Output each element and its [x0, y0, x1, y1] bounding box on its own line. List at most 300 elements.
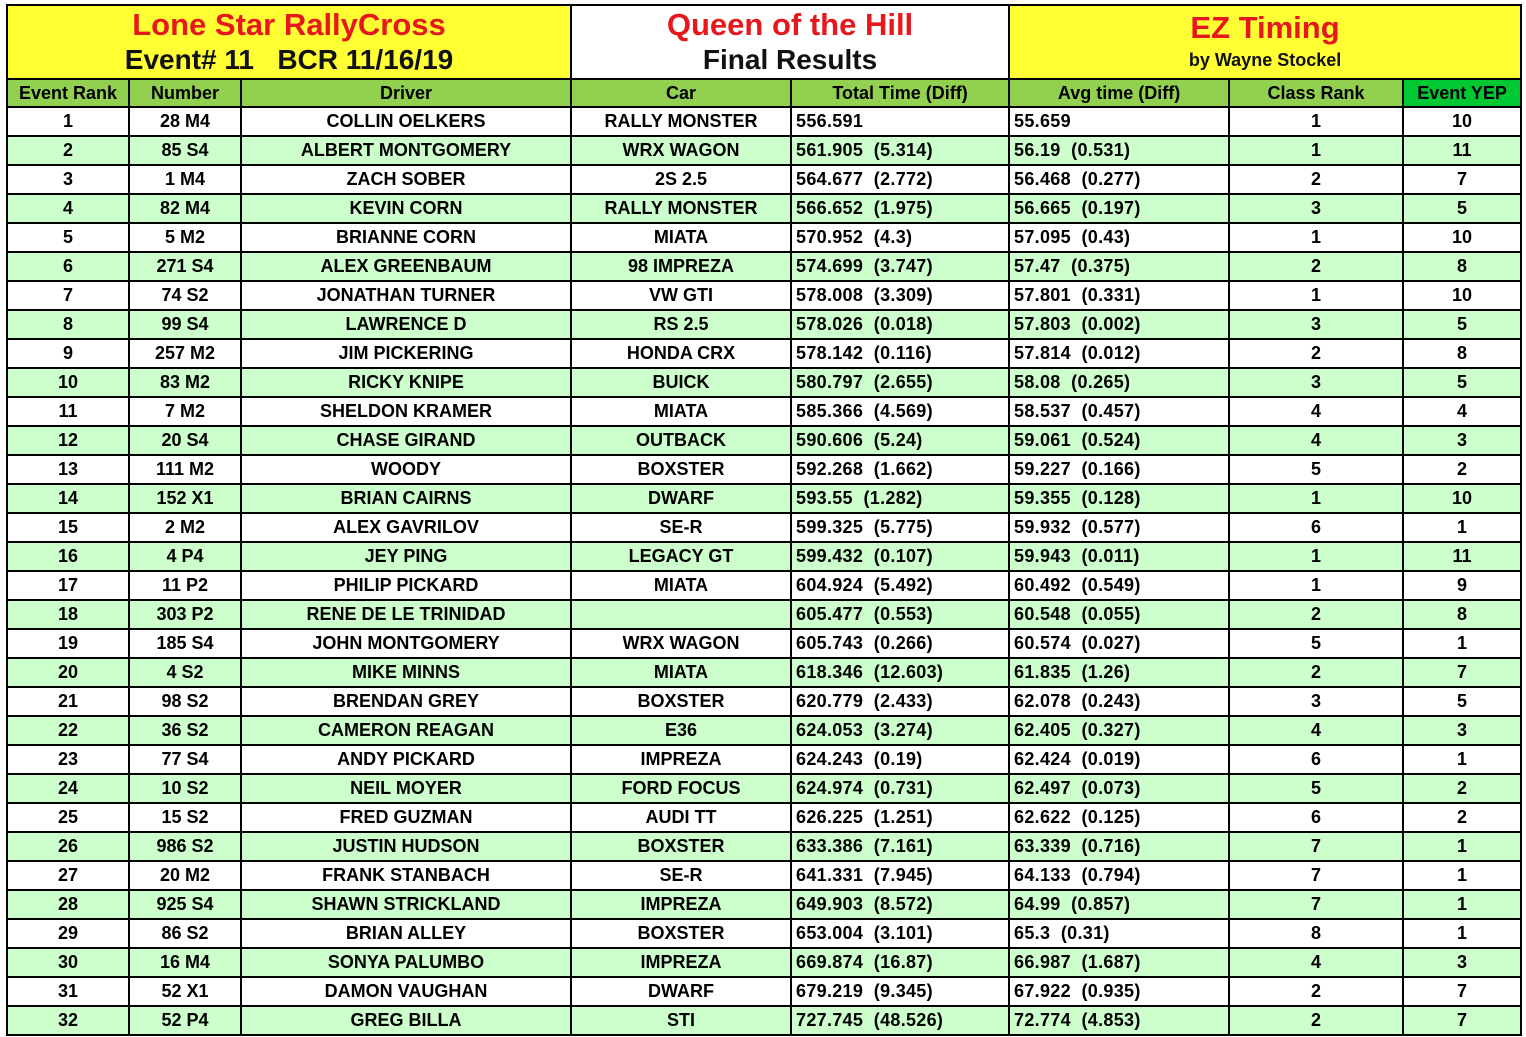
event-rank-cell: 11 — [7, 397, 129, 426]
total-time-cell: 578.026 (0.018) — [791, 310, 1009, 339]
class-rank-cell: 6 — [1229, 513, 1403, 542]
driver-cell: JOHN MONTGOMERY — [241, 629, 571, 658]
event-rank-cell: 1 — [7, 107, 129, 136]
class-rank-cell: 4 — [1229, 948, 1403, 977]
avg-time-cell: 62.497 (0.073) — [1009, 774, 1229, 803]
total-time-cell: 669.874 (16.87) — [791, 948, 1009, 977]
number-cell: 15 S2 — [129, 803, 241, 832]
driver-cell: GREG BILLA — [241, 1006, 571, 1035]
car-cell: BOXSTER — [571, 455, 791, 484]
table-row — [7, 368, 1521, 397]
avg-time-cell: 59.355 (0.128) — [1009, 484, 1229, 513]
avg-time-cell: 64.99 (0.857) — [1009, 890, 1229, 919]
event-rank-cell: 28 — [7, 890, 129, 919]
class-rank-cell: 2 — [1229, 977, 1403, 1006]
number-cell: 4 S2 — [129, 658, 241, 687]
class-rank-cell: 6 — [1229, 745, 1403, 774]
class-rank-cell: 6 — [1229, 803, 1403, 832]
car-cell: RALLY MONSTER — [571, 107, 791, 136]
car-cell: DWARF — [571, 484, 791, 513]
car-cell: IMPREZA — [571, 890, 791, 919]
event-yep-cell: 10 — [1403, 223, 1521, 252]
class-rank-cell: 1 — [1229, 136, 1403, 165]
number-cell: 986 S2 — [129, 832, 241, 861]
event-rank-cell: 3 — [7, 165, 129, 194]
column-header-driver: Driver — [241, 79, 571, 107]
column-header-event-yep: Event YEP — [1403, 79, 1521, 107]
driver-cell: NEIL MOYER — [241, 774, 571, 803]
event-title-cell — [571, 5, 1009, 79]
class-rank-cell: 1 — [1229, 484, 1403, 513]
avg-time-cell: 62.405 (0.327) — [1009, 716, 1229, 745]
number-cell: 52 X1 — [129, 977, 241, 1006]
table-row — [7, 600, 1521, 629]
table-row — [7, 252, 1521, 281]
event-rank-cell: 23 — [7, 745, 129, 774]
total-time-cell: 578.008 (3.309) — [791, 281, 1009, 310]
event-yep-cell: 10 — [1403, 107, 1521, 136]
car-cell: WRX WAGON — [571, 629, 791, 658]
class-rank-cell: 7 — [1229, 832, 1403, 861]
event-yep-cell: 1 — [1403, 861, 1521, 890]
avg-time-cell: 72.774 (4.853) — [1009, 1006, 1229, 1035]
table-row — [7, 194, 1521, 223]
number-cell: 257 M2 — [129, 339, 241, 368]
table-row — [7, 455, 1521, 484]
class-rank-cell: 5 — [1229, 629, 1403, 658]
number-cell: 20 M2 — [129, 861, 241, 890]
car-cell — [571, 600, 791, 629]
table-row — [7, 397, 1521, 426]
class-rank-cell: 7 — [1229, 861, 1403, 890]
car-cell: MIATA — [571, 571, 791, 600]
table-row — [7, 861, 1521, 890]
driver-cell: BRIANNE CORN — [241, 223, 571, 252]
driver-cell: RICKY KNIPE — [241, 368, 571, 397]
total-time-cell: 564.677 (2.772) — [791, 165, 1009, 194]
number-cell: 82 M4 — [129, 194, 241, 223]
table-row — [7, 571, 1521, 600]
avg-time-cell: 57.801 (0.331) — [1009, 281, 1229, 310]
event-rank-cell: 16 — [7, 542, 129, 571]
table-row — [7, 803, 1521, 832]
driver-cell: SHELDON KRAMER — [241, 397, 571, 426]
avg-time-cell: 56.665 (0.197) — [1009, 194, 1229, 223]
event-yep-cell: 1 — [1403, 919, 1521, 948]
event-yep-cell: 11 — [1403, 542, 1521, 571]
timing-title: EZ Timing — [1190, 10, 1340, 45]
event-rank-cell: 24 — [7, 774, 129, 803]
avg-time-cell: 67.922 (0.935) — [1009, 977, 1229, 1006]
column-header-avg-time: Avg time (Diff) — [1009, 79, 1229, 107]
avg-time-cell: 62.622 (0.125) — [1009, 803, 1229, 832]
class-rank-cell: 8 — [1229, 919, 1403, 948]
number-cell: 77 S4 — [129, 745, 241, 774]
avg-time-cell: 59.932 (0.577) — [1009, 513, 1229, 542]
class-rank-cell: 1 — [1229, 107, 1403, 136]
event-rank-cell: 25 — [7, 803, 129, 832]
car-cell: MIATA — [571, 223, 791, 252]
event-yep-cell: 5 — [1403, 310, 1521, 339]
event-rank-cell: 8 — [7, 310, 129, 339]
number-cell: 185 S4 — [129, 629, 241, 658]
car-cell: IMPREZA — [571, 745, 791, 774]
total-time-cell: 624.243 (0.19) — [791, 745, 1009, 774]
table-row — [7, 426, 1521, 455]
avg-time-cell: 64.133 (0.794) — [1009, 861, 1229, 890]
table-row — [7, 716, 1521, 745]
number-cell: 52 P4 — [129, 1006, 241, 1035]
avg-time-cell: 57.47 (0.375) — [1009, 252, 1229, 281]
car-cell: RS 2.5 — [571, 310, 791, 339]
column-header-car: Car — [571, 79, 791, 107]
driver-cell: BRIAN CAIRNS — [241, 484, 571, 513]
avg-time-cell: 60.548 (0.055) — [1009, 600, 1229, 629]
total-time-cell: 624.974 (0.731) — [791, 774, 1009, 803]
driver-cell: FRED GUZMAN — [241, 803, 571, 832]
table-row — [7, 977, 1521, 1006]
avg-time-cell: 58.08 (0.265) — [1009, 368, 1229, 397]
number-cell: 74 S2 — [129, 281, 241, 310]
driver-cell: KEVIN CORN — [241, 194, 571, 223]
class-rank-cell: 1 — [1229, 571, 1403, 600]
table-row — [7, 774, 1521, 803]
avg-time-cell: 60.574 (0.027) — [1009, 629, 1229, 658]
total-time-cell: 566.652 (1.975) — [791, 194, 1009, 223]
event-rank-cell: 4 — [7, 194, 129, 223]
event-yep-cell: 5 — [1403, 368, 1521, 397]
driver-cell: JEY PING — [241, 542, 571, 571]
class-rank-cell: 5 — [1229, 455, 1403, 484]
table-row — [7, 484, 1521, 513]
driver-cell: JUSTIN HUDSON — [241, 832, 571, 861]
avg-time-cell: 58.537 (0.457) — [1009, 397, 1229, 426]
results-sheet — [6, 4, 1520, 1036]
league-title-cell — [7, 5, 571, 79]
column-header-class-rank: Class Rank — [1229, 79, 1403, 107]
car-cell: BOXSTER — [571, 919, 791, 948]
event-rank-cell: 18 — [7, 600, 129, 629]
number-cell: 11 P2 — [129, 571, 241, 600]
event-yep-cell: 8 — [1403, 339, 1521, 368]
number-cell: 925 S4 — [129, 890, 241, 919]
total-time-cell: 604.924 (5.492) — [791, 571, 1009, 600]
number-cell: 99 S4 — [129, 310, 241, 339]
event-yep-cell: 1 — [1403, 745, 1521, 774]
avg-time-cell: 60.492 (0.549) — [1009, 571, 1229, 600]
driver-cell: LAWRENCE D — [241, 310, 571, 339]
event-yep-cell: 11 — [1403, 136, 1521, 165]
car-cell: DWARF — [571, 977, 791, 1006]
event-yep-cell: 2 — [1403, 803, 1521, 832]
table-row — [7, 339, 1521, 368]
class-rank-cell: 1 — [1229, 542, 1403, 571]
event-yep-cell: 3 — [1403, 426, 1521, 455]
number-cell: 10 S2 — [129, 774, 241, 803]
number-cell: 2 M2 — [129, 513, 241, 542]
car-cell: 2S 2.5 — [571, 165, 791, 194]
event-rank-cell: 12 — [7, 426, 129, 455]
total-time-cell: 574.699 (3.747) — [791, 252, 1009, 281]
driver-cell: ANDY PICKARD — [241, 745, 571, 774]
driver-cell: RENE DE LE TRINIDAD — [241, 600, 571, 629]
event-rank-cell: 30 — [7, 948, 129, 977]
event-yep-cell: 3 — [1403, 948, 1521, 977]
table-row — [7, 107, 1521, 136]
number-cell: 83 M2 — [129, 368, 241, 397]
column-header-number: Number — [129, 79, 241, 107]
table-row — [7, 1006, 1521, 1035]
event-yep-cell: 7 — [1403, 658, 1521, 687]
class-rank-cell: 4 — [1229, 716, 1403, 745]
event-rank-cell: 19 — [7, 629, 129, 658]
number-cell: 98 S2 — [129, 687, 241, 716]
number-cell: 111 M2 — [129, 455, 241, 484]
event-rank-cell: 10 — [7, 368, 129, 397]
event-rank-cell: 2 — [7, 136, 129, 165]
driver-cell: JIM PICKERING — [241, 339, 571, 368]
car-cell: HONDA CRX — [571, 339, 791, 368]
class-rank-cell: 2 — [1229, 600, 1403, 629]
event-yep-cell: 4 — [1403, 397, 1521, 426]
avg-time-cell: 59.227 (0.166) — [1009, 455, 1229, 484]
total-time-cell: 605.477 (0.553) — [791, 600, 1009, 629]
event-rank-cell: 26 — [7, 832, 129, 861]
event-yep-cell: 1 — [1403, 890, 1521, 919]
total-time-cell: 653.004 (3.101) — [791, 919, 1009, 948]
total-time-cell: 727.745 (48.526) — [791, 1006, 1009, 1035]
event-yep-cell: 1 — [1403, 629, 1521, 658]
driver-cell: ALEX GREENBAUM — [241, 252, 571, 281]
avg-time-cell: 63.339 (0.716) — [1009, 832, 1229, 861]
column-header-total-time: Total Time (Diff) — [791, 79, 1009, 107]
event-yep-cell: 1 — [1403, 832, 1521, 861]
total-time-cell: 580.797 (2.655) — [791, 368, 1009, 397]
table-row — [7, 281, 1521, 310]
event-rank-cell: 29 — [7, 919, 129, 948]
avg-time-cell: 59.943 (0.011) — [1009, 542, 1229, 571]
class-rank-cell: 3 — [1229, 310, 1403, 339]
event-yep-cell: 7 — [1403, 165, 1521, 194]
table-row — [7, 745, 1521, 774]
event-rank-cell: 14 — [7, 484, 129, 513]
table-row — [7, 658, 1521, 687]
avg-time-cell: 57.814 (0.012) — [1009, 339, 1229, 368]
driver-cell: SHAWN STRICKLAND — [241, 890, 571, 919]
avg-time-cell: 56.468 (0.277) — [1009, 165, 1229, 194]
driver-cell: CHASE GIRAND — [241, 426, 571, 455]
class-rank-cell: 3 — [1229, 687, 1403, 716]
event-yep-cell: 5 — [1403, 194, 1521, 223]
number-cell: 5 M2 — [129, 223, 241, 252]
class-rank-cell: 1 — [1229, 281, 1403, 310]
car-cell: 98 IMPREZA — [571, 252, 791, 281]
total-time-cell: 620.779 (2.433) — [791, 687, 1009, 716]
driver-cell: SONYA PALUMBO — [241, 948, 571, 977]
avg-time-cell: 57.803 (0.002) — [1009, 310, 1229, 339]
event-yep-cell: 7 — [1403, 1006, 1521, 1035]
class-rank-cell: 3 — [1229, 194, 1403, 223]
driver-cell: BRIAN ALLEY — [241, 919, 571, 948]
total-time-cell: 592.268 (1.662) — [791, 455, 1009, 484]
event-rank-cell: 5 — [7, 223, 129, 252]
event-rank-cell: 6 — [7, 252, 129, 281]
column-header-event-rank: Event Rank — [7, 79, 129, 107]
car-cell: FORD FOCUS — [571, 774, 791, 803]
event-yep-cell: 3 — [1403, 716, 1521, 745]
event-title: Queen of the Hill — [666, 7, 914, 42]
total-time-cell: 593.55 (1.282) — [791, 484, 1009, 513]
total-time-cell: 599.325 (5.775) — [791, 513, 1009, 542]
event-yep-cell: 7 — [1403, 977, 1521, 1006]
car-cell: MIATA — [571, 397, 791, 426]
class-rank-cell: 2 — [1229, 1006, 1403, 1035]
event-rank-cell: 31 — [7, 977, 129, 1006]
avg-time-cell: 62.078 (0.243) — [1009, 687, 1229, 716]
results-table — [6, 4, 1522, 1036]
car-cell: BOXSTER — [571, 687, 791, 716]
event-rank-cell: 13 — [7, 455, 129, 484]
event-subtitle: Event# 11 BCR 11/16/19 — [124, 44, 454, 75]
number-cell: 271 S4 — [129, 252, 241, 281]
car-cell: LEGACY GT — [571, 542, 791, 571]
title-row — [7, 5, 1521, 79]
total-time-cell: 624.053 (3.274) — [791, 716, 1009, 745]
event-rank-cell: 7 — [7, 281, 129, 310]
event-rank-cell: 21 — [7, 687, 129, 716]
driver-cell: ALBERT MONTGOMERY — [241, 136, 571, 165]
total-time-cell: 585.366 (4.569) — [791, 397, 1009, 426]
class-rank-cell: 2 — [1229, 165, 1403, 194]
car-cell: STI — [571, 1006, 791, 1035]
driver-cell: DAMON VAUGHAN — [241, 977, 571, 1006]
number-cell: 86 S2 — [129, 919, 241, 948]
class-rank-cell: 1 — [1229, 223, 1403, 252]
number-cell: 36 S2 — [129, 716, 241, 745]
timing-credit: by Wayne Stockel — [1188, 50, 1342, 70]
event-yep-cell: 8 — [1403, 600, 1521, 629]
event-yep-cell: 2 — [1403, 455, 1521, 484]
number-cell: 16 M4 — [129, 948, 241, 977]
avg-time-cell: 57.095 (0.43) — [1009, 223, 1229, 252]
avg-time-cell: 61.835 (1.26) — [1009, 658, 1229, 687]
car-cell: MIATA — [571, 658, 791, 687]
car-cell: OUTBACK — [571, 426, 791, 455]
timing-title-cell — [1009, 5, 1521, 79]
event-rank-cell: 22 — [7, 716, 129, 745]
table-row — [7, 136, 1521, 165]
total-time-cell: 599.432 (0.107) — [791, 542, 1009, 571]
number-cell: 85 S4 — [129, 136, 241, 165]
event-yep-cell: 9 — [1403, 571, 1521, 600]
table-row — [7, 832, 1521, 861]
table-row — [7, 687, 1521, 716]
league-title: Lone Star RallyCross — [132, 7, 446, 42]
car-cell: WRX WAGON — [571, 136, 791, 165]
event-rank-cell: 9 — [7, 339, 129, 368]
driver-cell: BRENDAN GREY — [241, 687, 571, 716]
class-rank-cell: 3 — [1229, 368, 1403, 397]
car-cell: SE-R — [571, 861, 791, 890]
total-time-cell: 679.219 (9.345) — [791, 977, 1009, 1006]
car-cell: VW GTI — [571, 281, 791, 310]
avg-time-cell: 66.987 (1.687) — [1009, 948, 1229, 977]
event-rank-cell: 15 — [7, 513, 129, 542]
driver-cell: CAMERON REAGAN — [241, 716, 571, 745]
event-yep-cell: 2 — [1403, 774, 1521, 803]
class-rank-cell: 7 — [1229, 890, 1403, 919]
driver-cell: WOODY — [241, 455, 571, 484]
car-cell: RALLY MONSTER — [571, 194, 791, 223]
number-cell: 28 M4 — [129, 107, 241, 136]
car-cell: BOXSTER — [571, 832, 791, 861]
number-cell: 152 X1 — [129, 484, 241, 513]
total-time-cell: 649.903 (8.572) — [791, 890, 1009, 919]
driver-cell: PHILIP PICKARD — [241, 571, 571, 600]
total-time-cell: 626.225 (1.251) — [791, 803, 1009, 832]
driver-cell: FRANK STANBACH — [241, 861, 571, 890]
car-cell: BUICK — [571, 368, 791, 397]
table-row — [7, 542, 1521, 571]
avg-time-cell: 62.424 (0.019) — [1009, 745, 1229, 774]
column-header-row — [7, 79, 1521, 107]
total-time-cell: 618.346 (12.603) — [791, 658, 1009, 687]
event-yep-cell: 5 — [1403, 687, 1521, 716]
driver-cell: MIKE MINNS — [241, 658, 571, 687]
car-cell: E36 — [571, 716, 791, 745]
event-yep-cell: 8 — [1403, 252, 1521, 281]
total-time-cell: 578.142 (0.116) — [791, 339, 1009, 368]
total-time-cell: 641.331 (7.945) — [791, 861, 1009, 890]
class-rank-cell: 4 — [1229, 426, 1403, 455]
total-time-cell: 590.606 (5.24) — [791, 426, 1009, 455]
number-cell: 7 M2 — [129, 397, 241, 426]
event-rank-cell: 27 — [7, 861, 129, 890]
car-cell: IMPREZA — [571, 948, 791, 977]
event-rank-cell: 20 — [7, 658, 129, 687]
avg-time-cell: 55.659 — [1009, 107, 1229, 136]
avg-time-cell: 59.061 (0.524) — [1009, 426, 1229, 455]
car-cell: SE-R — [571, 513, 791, 542]
number-cell: 303 P2 — [129, 600, 241, 629]
class-rank-cell: 2 — [1229, 339, 1403, 368]
class-rank-cell: 5 — [1229, 774, 1403, 803]
driver-cell: ZACH SOBER — [241, 165, 571, 194]
number-cell: 4 P4 — [129, 542, 241, 571]
table-row — [7, 948, 1521, 977]
number-cell: 1 M4 — [129, 165, 241, 194]
avg-time-cell: 65.3 (0.31) — [1009, 919, 1229, 948]
car-cell: AUDI TT — [571, 803, 791, 832]
avg-time-cell: 56.19 (0.531) — [1009, 136, 1229, 165]
table-row — [7, 919, 1521, 948]
table-row — [7, 890, 1521, 919]
event-yep-cell: 10 — [1403, 484, 1521, 513]
table-row — [7, 513, 1521, 542]
table-row — [7, 223, 1521, 252]
table-row — [7, 629, 1521, 658]
number-cell: 20 S4 — [129, 426, 241, 455]
event-rank-cell: 17 — [7, 571, 129, 600]
event-yep-cell: 10 — [1403, 281, 1521, 310]
total-time-cell: 605.743 (0.266) — [791, 629, 1009, 658]
table-row — [7, 310, 1521, 339]
table-row — [7, 165, 1521, 194]
driver-cell: JONATHAN TURNER — [241, 281, 571, 310]
class-rank-cell: 2 — [1229, 252, 1403, 281]
event-rank-cell: 32 — [7, 1006, 129, 1035]
class-rank-cell: 4 — [1229, 397, 1403, 426]
